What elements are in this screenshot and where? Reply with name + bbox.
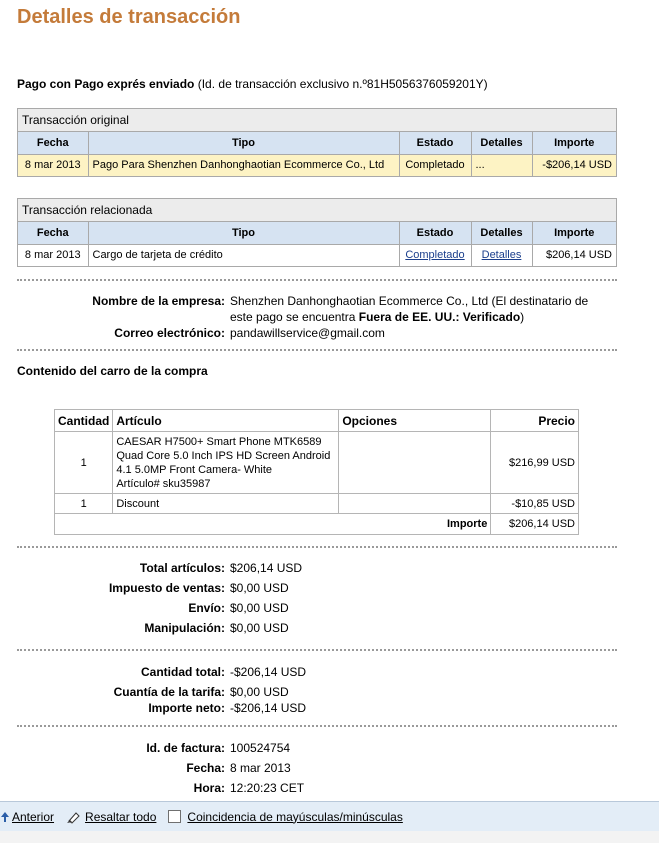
divider xyxy=(17,349,617,351)
col-estado: Estado xyxy=(399,222,471,244)
cell-importe: -$206,14 USD xyxy=(532,154,616,176)
payment-summary xyxy=(17,77,488,91)
related-transaction-box xyxy=(17,198,617,267)
match-case-checkbox[interactable] xyxy=(168,810,181,823)
company-name-value: Shenzhen Danhonghaotian Ecommerce Co., Ltd (El destinatario de este pago se encuentra Fuera de EE. UU.: Verificado) xyxy=(230,294,589,324)
total-row xyxy=(55,514,579,535)
cell-fecha: 8 mar 2013 xyxy=(18,244,88,266)
col-tipo: Tipo xyxy=(88,222,399,244)
merchant-info xyxy=(17,293,637,341)
table-row xyxy=(18,154,616,176)
details-link[interactable]: Detalles xyxy=(481,249,522,262)
col-detalles: Detalles xyxy=(471,222,532,244)
col-fecha: Fecha xyxy=(18,222,88,244)
net-amount-value: -$206,14 USD xyxy=(230,701,307,715)
previous-button[interactable] xyxy=(0,810,54,824)
cell-price: -$10,85 USD xyxy=(491,494,579,514)
original-transaction-title: Transacción original xyxy=(18,109,616,132)
highlight-all-button[interactable] xyxy=(66,810,156,824)
col-importe: Importe xyxy=(532,132,616,154)
cart-total-label: Importe xyxy=(55,514,491,535)
divider xyxy=(17,279,617,281)
cart-table xyxy=(54,409,579,535)
cell-fecha: 8 mar 2013 xyxy=(18,154,88,176)
gross-amount-value: -$206,14 USD xyxy=(230,665,307,679)
arrow-up-icon xyxy=(0,811,10,823)
total-items-label: Total artículos: xyxy=(139,561,225,575)
col-precio: Precio xyxy=(491,410,579,432)
highlight-all-label: Resaltar todo xyxy=(85,809,157,824)
cell-item: CAESAR H7500+ Smart Phone MTK6589 Quad Core 5.0 Inch IPS HD Screen Android 4.1 5.0MP Front Camera- White Artículo# sku35987 xyxy=(113,432,339,494)
cart-total-value: $206,14 USD xyxy=(491,514,579,535)
divider xyxy=(17,725,617,727)
col-articulo: Artículo xyxy=(113,410,339,432)
date-value: 8 mar 2013 xyxy=(230,761,291,775)
cell-detalles: ... xyxy=(471,154,532,176)
cell-importe: $206,14 USD xyxy=(545,249,612,262)
sales-tax-label: Impuesto de ventas: xyxy=(108,581,225,595)
col-detalles: Detalles xyxy=(471,132,532,154)
shipping-value: $0,00 USD xyxy=(230,601,289,615)
sales-tax-value: $0,00 USD xyxy=(230,581,289,595)
payment-type: Pago con Pago exprés enviado xyxy=(17,77,195,91)
net-amount-label: Importe neto: xyxy=(148,701,225,715)
col-opciones: Opciones xyxy=(339,410,491,432)
time-label: Hora: xyxy=(193,781,225,795)
cell-tipo: Pago Para Shenzhen Danhonghaotian Ecommerce Co., Ltd xyxy=(88,154,399,176)
find-bar xyxy=(0,801,659,831)
table-row xyxy=(18,244,616,266)
shipping-label: Envío: xyxy=(188,601,225,615)
col-tipo: Tipo xyxy=(88,132,399,154)
handling-label: Manipulación: xyxy=(144,621,225,635)
cell-price: $216,99 USD xyxy=(491,432,579,494)
original-transaction-box xyxy=(17,108,617,177)
company-name-label: Nombre de la empresa: xyxy=(92,294,225,308)
cell-estado: Completado xyxy=(399,154,471,176)
invoice-section xyxy=(17,740,637,800)
date-label: Fecha: xyxy=(186,761,225,775)
invoice-id-label: Id. de factura: xyxy=(146,741,225,755)
invoice-id-value: 100524754 xyxy=(230,741,291,755)
email-label: Correo electrónico: xyxy=(114,326,225,340)
cell-qty: 1 xyxy=(55,432,113,494)
gross-amount-label: Cantidad total: xyxy=(141,665,225,679)
cell-options xyxy=(339,494,491,514)
match-case-toggle[interactable] xyxy=(168,810,402,824)
table-row xyxy=(55,432,579,494)
cell-qty: 1 xyxy=(55,494,113,514)
col-importe: Importe xyxy=(532,222,616,244)
cart-heading: Contenido del carro de la compra xyxy=(17,364,208,378)
match-case-label: Coincidencia de mayúsculas/minúsculas xyxy=(187,809,403,824)
verification-status: Fuera de EE. UU.: Verificado xyxy=(358,310,521,324)
fee-label: Cuantía de la tarifa: xyxy=(113,685,225,699)
cell-item: Discount xyxy=(113,494,339,514)
cell-options xyxy=(339,432,491,494)
divider xyxy=(17,649,617,651)
time-value: 12:20:23 CET xyxy=(230,781,305,795)
col-fecha: Fecha xyxy=(18,132,88,154)
divider xyxy=(17,546,617,548)
amounts-section xyxy=(17,664,637,718)
related-transaction-title: Transacción relacionada xyxy=(18,199,616,222)
related-transaction-table xyxy=(18,222,616,266)
totals-section xyxy=(17,560,637,640)
table-row xyxy=(55,494,579,514)
page-title: Detalles de transacción xyxy=(17,6,241,28)
cell-tipo: Cargo de tarjeta de crédito xyxy=(88,244,399,266)
email-value: pandawillservice@gmail.com xyxy=(230,326,385,340)
status-link[interactable]: Completado xyxy=(405,249,465,262)
highlighter-icon xyxy=(66,810,82,824)
status-strip xyxy=(0,831,659,843)
handling-value: $0,00 USD xyxy=(230,621,289,635)
previous-label: Anterior xyxy=(12,809,55,824)
original-transaction-table xyxy=(18,132,616,176)
col-cantidad: Cantidad xyxy=(55,410,113,432)
total-items-value: $206,14 USD xyxy=(230,561,303,575)
fee-value: $0,00 USD xyxy=(230,685,289,699)
col-estado: Estado xyxy=(399,132,471,154)
transaction-id-text: (Id. de transacción exclusivo n.º81H5056376059201Y) xyxy=(194,77,488,91)
